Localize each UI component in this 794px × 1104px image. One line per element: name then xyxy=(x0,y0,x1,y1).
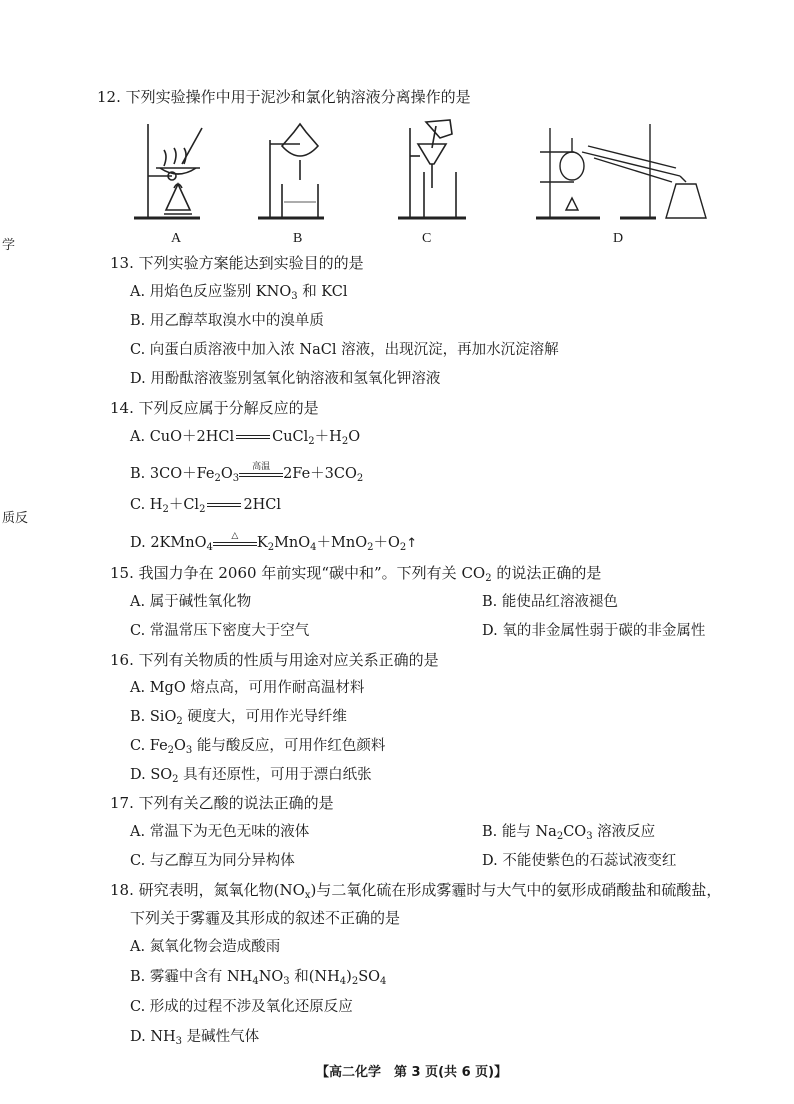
margin-fragment-1: 学 xyxy=(2,238,16,253)
q15-option-d: D. 氧的非金属性弱于碳的非金属性 xyxy=(482,623,706,639)
q14-option-b: B. $3CO+Fe_2O_3$ 高温 $2Fe+3CO_2$ xyxy=(130,462,364,484)
q18-option-d: D. $NH_3$ 是碱性气体 xyxy=(130,1029,260,1047)
q15-stem: 15. 我国力争在 2060 年前实现“碳中和”。下列有关 $CO_2$ 的说法正确的是 xyxy=(110,564,602,584)
q14-stem: 14. 下列反应属于分解反应的是 xyxy=(110,399,319,417)
q13-option-a: A. 用焰色反应鉴别 $KNO_3$ 和 KCl xyxy=(130,284,348,302)
q13-stem: 13. 下列实验方案能达到实验目的的是 xyxy=(110,254,364,272)
q12-stem: 12. 下列实验操作中用于泥沙和氯化钠溶液分离操作的是 xyxy=(97,88,471,106)
q18-option-c: C. 形成的过程不涉及氧化还原反应 xyxy=(130,999,353,1015)
apparatus-d-distillation xyxy=(536,124,706,218)
q13-option-d: D. 用酚酞溶液鉴别氢氧化钠溶液和氢氧化钾溶液 xyxy=(130,371,441,387)
q15-option-c: C. 常温常压下密度大于空气 xyxy=(130,623,310,639)
apparatus-figure xyxy=(120,118,720,226)
margin-fragment-2: 质反 xyxy=(2,511,29,526)
q13-option-c: C. 向蛋白质溶液中加入浓 NaCl 溶液，出现沉淀，再加水沉淀溶解 xyxy=(130,342,559,358)
q17-option-b: B. 能与 $Na_2CO_3$ 溶液反应 xyxy=(482,824,656,842)
apparatus-a-evaporation xyxy=(134,124,202,218)
q14-option-a: A. CuO＋2HCl $CuCl_2+H_2O$ xyxy=(130,429,361,447)
q17-option-c: C. 与乙醇互为同分异构体 xyxy=(130,853,295,869)
label-c: C xyxy=(422,231,432,246)
q16-option-d: D. $SO_2$ 具有还原性，可用于漂白纸张 xyxy=(130,767,372,785)
apparatus-c-filtration xyxy=(398,120,466,218)
q17-stem: 17. 下列有关乙酸的说法正确的是 xyxy=(110,794,334,812)
q15-option-a: A. 属于碱性氧化物 xyxy=(130,594,252,610)
q17-option-a: A. 常温下为无色无味的液体 xyxy=(130,824,310,840)
label-d: D xyxy=(613,231,624,246)
q18-stem-line1: 18. 研究表明，氮氧化物$(NO_x)$与二氧化硫在形成雾霾时与大气中的氨形成硝酸盐和硫酸盐， xyxy=(110,881,722,901)
q16-option-a: A. MgO 熔点高，可用作耐高温材料 xyxy=(130,680,365,696)
q18-option-b: B. 雾霾中含有 $NH_4NO_3$ 和$(NH_4)_2SO_4$ xyxy=(130,969,387,987)
q13-option-b: B. 用乙醇萃取溴水中的溴单质 xyxy=(130,313,324,329)
apparatus-b-separatory-funnel xyxy=(258,124,324,218)
q14-option-c: C. $H_2+Cl_2$ 2HCl xyxy=(130,497,282,515)
label-a: A xyxy=(171,231,182,246)
q16-option-b: B. SiO$_2$ 硬度大，可用作光导纤维 xyxy=(130,709,347,727)
q16-option-c: C. $Fe_2O_3$ 能与酸反应，可用作红色颜料 xyxy=(130,738,386,756)
label-b: B xyxy=(293,231,303,246)
q18-stem-line2: 下列关于雾霾及其形成的叙述不正确的是 xyxy=(130,909,401,927)
q14-option-d: D. 2KMnO$_4$ △ $K_2MnO_4+MnO_2+O_2↑$ xyxy=(130,531,418,553)
page-footer: 【高二化学 第 3 页(共 6 页)】 xyxy=(316,1065,508,1080)
q16-stem: 16. 下列有关物质的性质与用途对应关系正确的是 xyxy=(110,651,439,669)
q17-option-d: D. 不能使紫色的石蕊试液变红 xyxy=(482,853,677,869)
q15-option-b: B. 能使品红溶液褪色 xyxy=(482,594,618,610)
q18-option-a: A. 氮氧化物会造成酸雨 xyxy=(130,939,281,955)
